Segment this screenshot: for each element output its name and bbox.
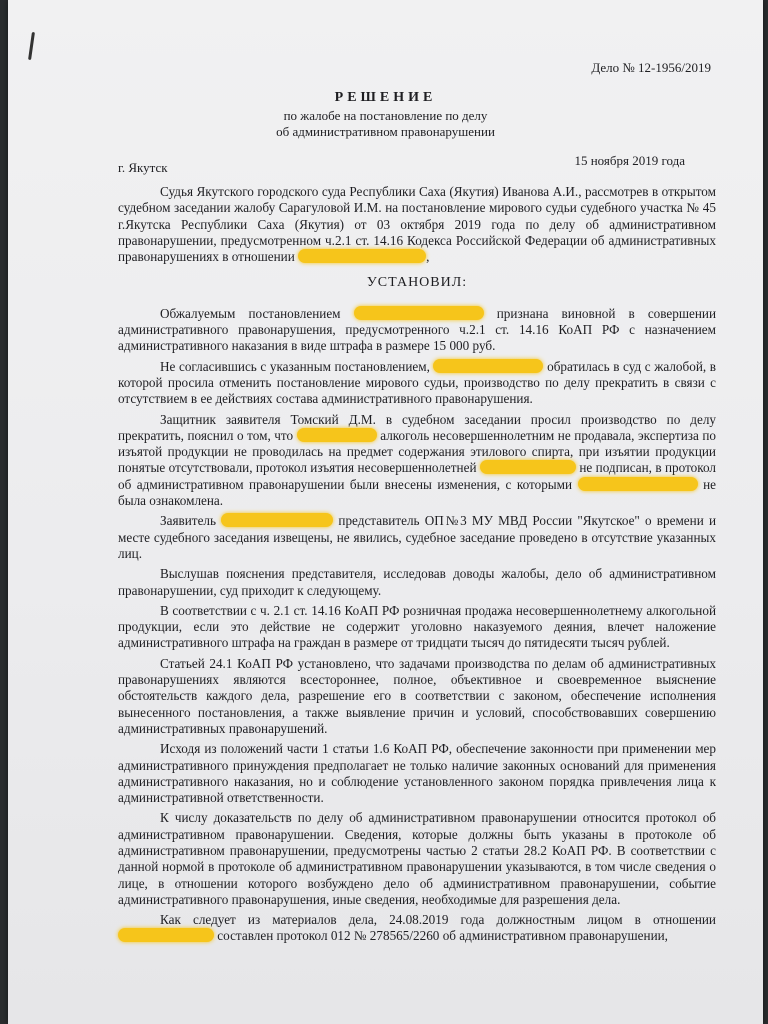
redaction-mark bbox=[297, 428, 377, 442]
redaction-mark bbox=[578, 477, 698, 491]
paragraph-6: В соответствии с ч. 2.1 ст. 14.16 КоАП РФ розничная продажа несовершеннолетнему алкогольной продукции, если это действие не содержит уголовно наказуемого деяния, влечет наложение административного штрафа на граждан в размере от тридцати тысяч до пятидесяти тысяч рублей. bbox=[118, 602, 716, 651]
redaction-mark bbox=[298, 249, 426, 263]
paragraph-1: Обжалуемым постановлением признана виновной в совершении административного правонарушения, предусмотренного ч.2.1 ст. 14.16 КоАП РФ с назначением административного наказания в виде штрафа в размере 15 000 руб. bbox=[118, 305, 717, 354]
redaction-mark bbox=[354, 306, 484, 320]
case-number: Дело № 12-1956/2019 bbox=[591, 60, 711, 75]
paragraph-9: К числу доказательств по делу об административном правонарушении относится протокол об административном правонарушении. Сведения, которые должны быть указаны в протоколе об административном правонарушении, предусмотрены частью 2 статьи 28.2 КоАП РФ. В соответствии с данной нормой в протоколе об административном правонарушении указываются, в том числе сведения о лице, в отношении которого возбуждено дело об административном правонарушении, событие административного правонарушения, иные сведения, необходимые для разрешения дела. bbox=[118, 810, 716, 907]
redaction-mark bbox=[433, 359, 543, 373]
redaction-mark bbox=[480, 460, 576, 474]
redaction-mark bbox=[118, 928, 214, 942]
document-title: РЕШЕНИЕ bbox=[334, 90, 437, 105]
document-page bbox=[8, 0, 763, 1024]
decision-date: 15 ноября 2019 года bbox=[574, 153, 685, 168]
paragraph-8: Исходя из положений части 1 статьи 1.6 КоАП РФ, обеспечение законности при применении мер административного принуждения предполагает не только наличие законных оснований для применения административного наказания, но и соблюдение установленного законом порядка привлечения лица к административной ответственности. bbox=[118, 741, 716, 806]
document-subtitle-2: об административном правонарушении bbox=[276, 124, 495, 139]
paragraph-3: Защитник заявителя Томский Д.М. в судебном заседании просил производство по делу прекратить, пояснил о том, что алкоголь несовершеннолетним не продавала, экспертиза по изъятой продукции не проводилась на предмет содержания этилового спирта, при изъятии продукции понятые отсутствовали, протокол изъятия несовершеннолетней не подписан, в протокол об административном правонарушении были внесены изменения, с которыми не была ознакомлена. bbox=[118, 411, 717, 509]
section-heading: УСТАНОВИЛ: bbox=[366, 275, 468, 291]
document-body bbox=[118, 184, 716, 949]
paragraph-intro: Судья Якутского городского суда Республики Саха (Якутия) Иванова А.И., рассмотрев в открытом судебном заседании жалобу Сарагуловой И.М. на постановление мирового судьи судебного участка № 45 г.Якутска Республики Саха (Якутия) от 03 октября 2019 года по делу об административном правонарушении, предусмотренном ч.2.1 ст. 14.16 Кодекса Российской Федерации об административных правонарушениях в отношении , bbox=[118, 184, 716, 265]
city: г. Якутск bbox=[118, 160, 168, 175]
paragraph-2: Не согласившись с указанным постановлением, обратилась в суд с жалобой, в которой просила отменить постановление мирового судьи, производство по делу прекратить в связи с отсутствием в ее действиях состава административного правонарушения. bbox=[118, 358, 717, 407]
paragraph-4: Заявитель представитель ОП№3 МУ МВД России "Якутское" о времени и месте судебного заседания извещены, не явились, судебное заседание проведено в отсутствие указанных лиц. bbox=[118, 513, 717, 561]
paragraph-5: Выслушав пояснения представителя, исследовав доводы жалобы, дело об административном правонарушении, суд приходит к следующему. bbox=[118, 566, 716, 598]
document-subtitle-1: по жалобе на постановление по делу bbox=[283, 108, 488, 123]
redaction-mark bbox=[221, 513, 333, 527]
paragraph-10: Как следует из материалов дела, 24.08.2019 года должностным лицом в отношении составлен протокол 012 № 278565/2260 об административном правонарушении, bbox=[118, 912, 716, 945]
pen-mark bbox=[28, 32, 35, 60]
paragraph-7: Статьей 24.1 КоАП РФ установлено, что задачами производства по делам об административных правонарушениях являются всестороннее, полное, объективное и своевременное выяснение обстоятельств каждого дела, разрешение его в соответствии с законом, обеспечение исполнения вынесенного постановления, а также выявление причин и условий, способствовавших совершению административных правонарушений. bbox=[118, 655, 716, 736]
